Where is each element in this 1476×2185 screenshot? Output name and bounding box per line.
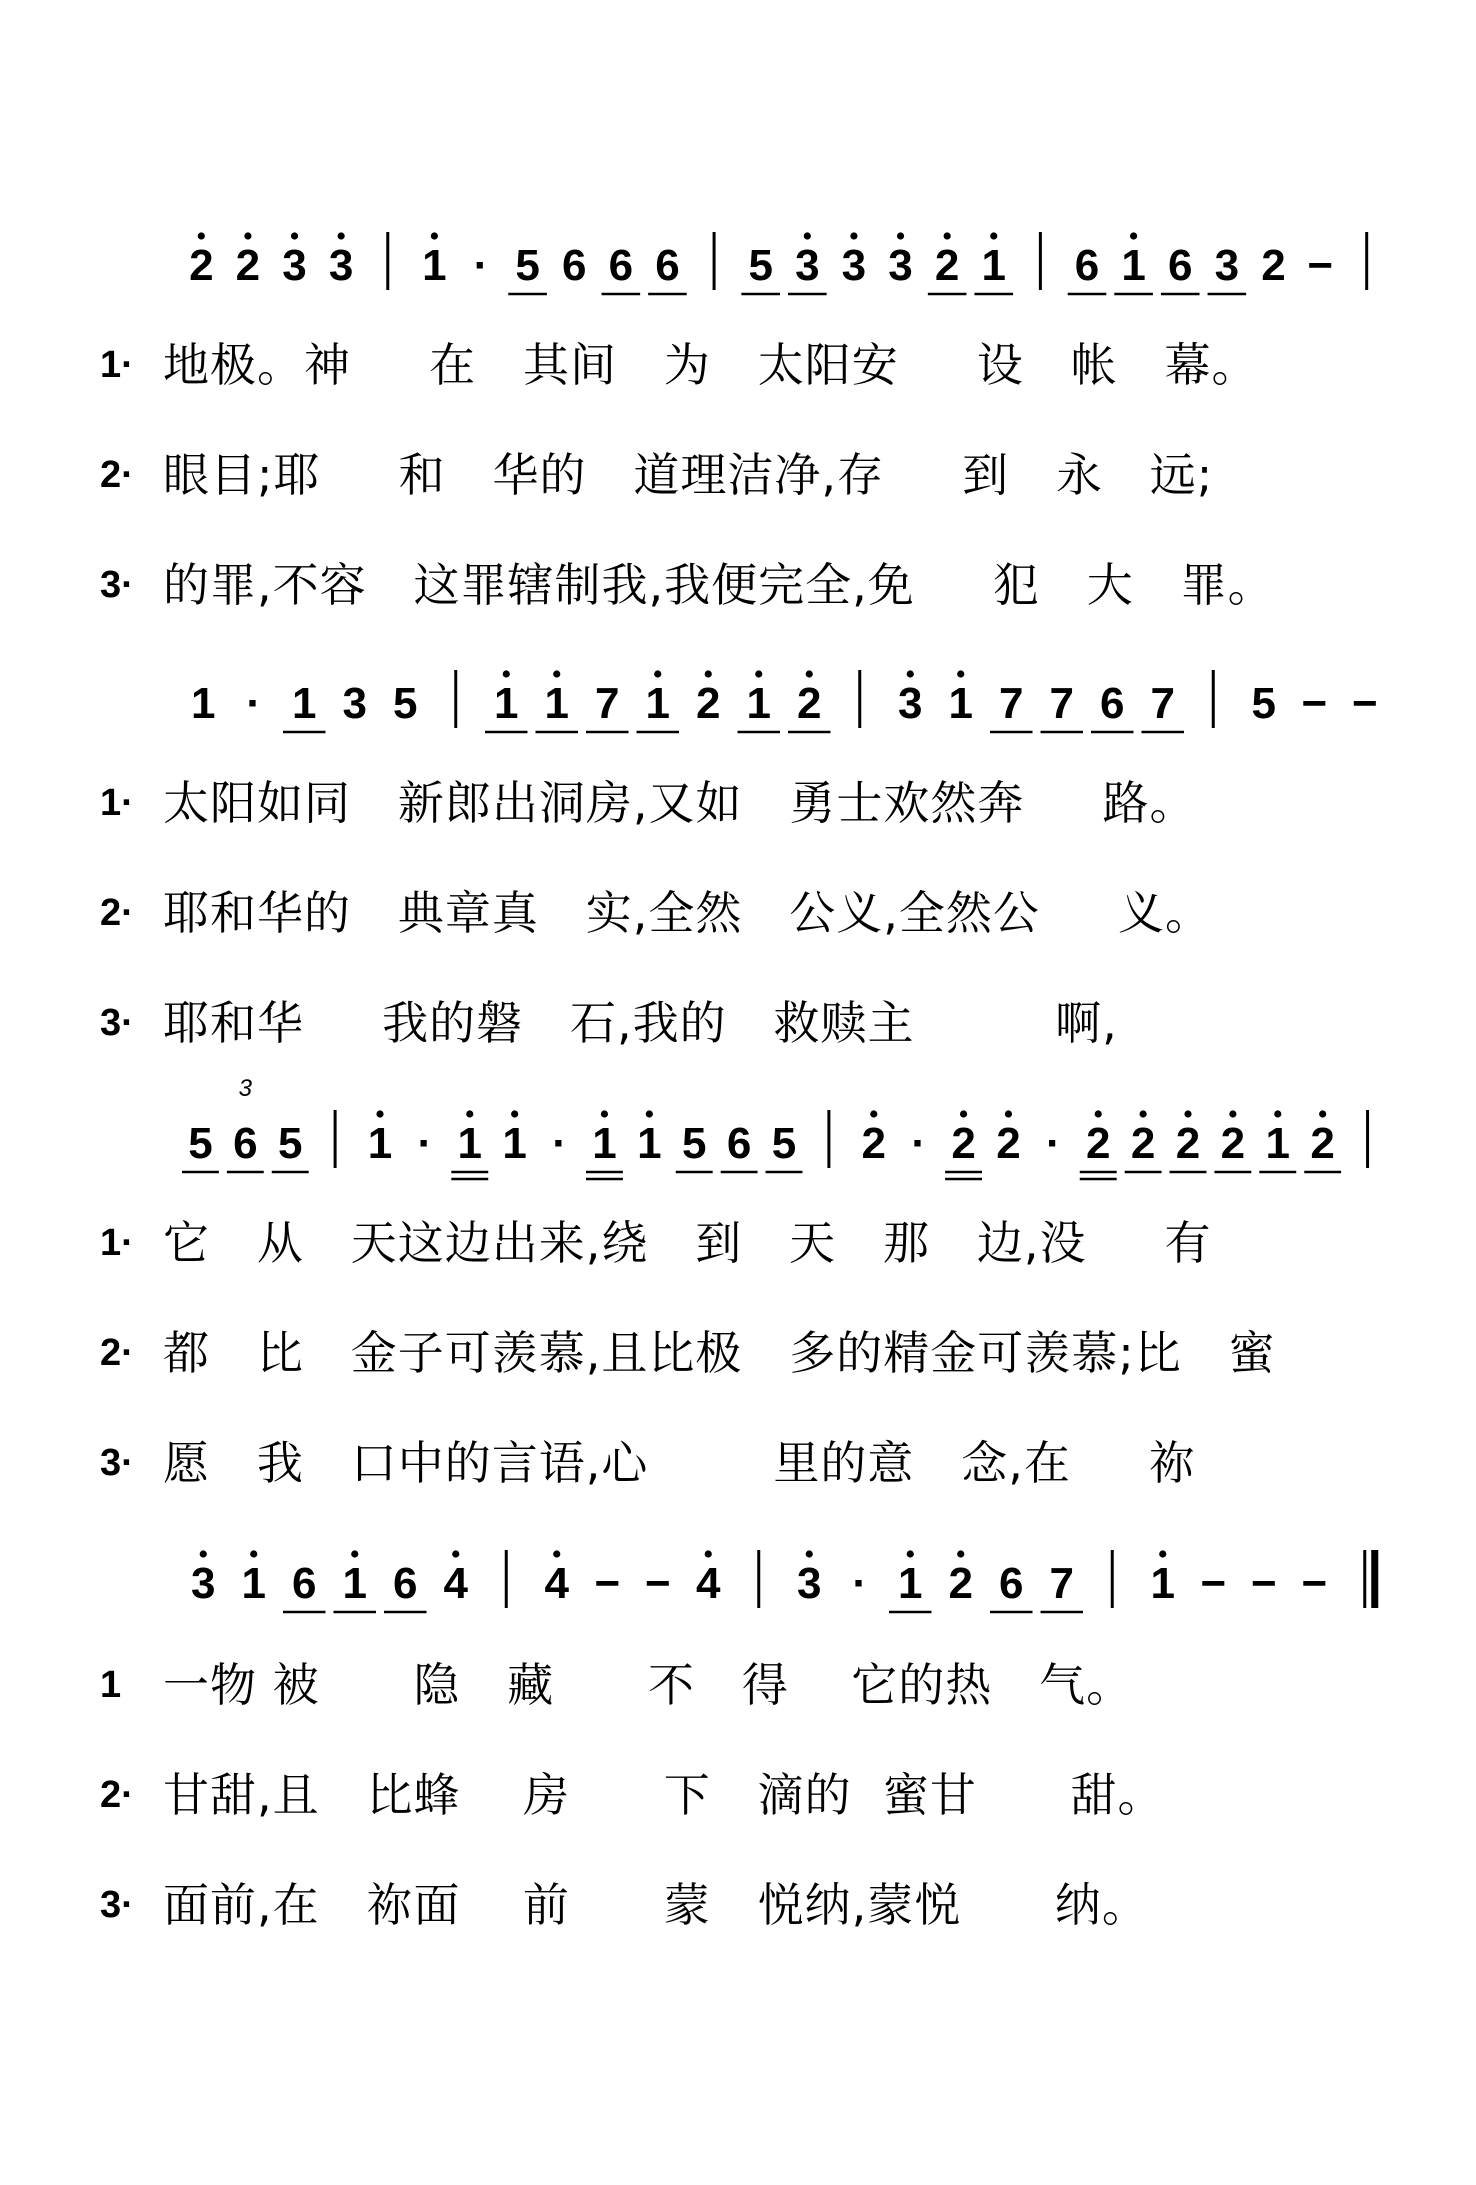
note: 6 <box>608 241 634 290</box>
note: − <box>594 1559 621 1608</box>
octave-dot <box>1229 1110 1236 1117</box>
note: 5 <box>515 241 540 290</box>
lyric-line <box>0 1650 1476 1720</box>
note: 2 <box>934 241 960 290</box>
note: 1 <box>645 679 670 728</box>
note: 7 <box>595 679 620 728</box>
octave-dot <box>907 1550 914 1557</box>
verse-number: 2· <box>100 1332 134 1374</box>
verse-number: 2· <box>100 454 134 496</box>
octave-dot <box>511 1110 518 1117</box>
note: 3 <box>342 679 367 728</box>
note: 3 <box>898 679 923 728</box>
note: 6 <box>726 1119 752 1168</box>
note: 3 <box>841 241 867 290</box>
octave-dot <box>646 1110 653 1117</box>
verse-number: 2· <box>100 892 134 934</box>
note: 5 <box>1251 679 1276 728</box>
octave-dot <box>755 670 762 677</box>
note: 3 <box>888 241 913 290</box>
note: · <box>852 1559 868 1608</box>
lyric-line <box>0 550 1476 620</box>
octave-dot <box>200 1550 207 1557</box>
note: 7 <box>999 679 1024 728</box>
note: 2 <box>1175 1119 1201 1168</box>
note: 2 <box>189 241 214 290</box>
note: · <box>911 1119 926 1168</box>
note: 5 <box>771 1119 797 1168</box>
note: 2 <box>1130 1119 1156 1168</box>
octave-dot <box>957 670 964 677</box>
octave-dot <box>1005 1110 1012 1117</box>
note: 5 <box>748 241 773 290</box>
note: 7 <box>1150 679 1175 728</box>
octave-dot <box>1274 1110 1281 1117</box>
lyric-line <box>0 440 1476 510</box>
octave-dot <box>1140 1110 1147 1117</box>
lyric-text: 都 比 金子可羡慕,且比极 多的精金可羡慕;比 蜜 <box>163 1326 1276 1380</box>
note: 1 <box>457 1119 483 1168</box>
verse-number: 3· <box>100 1442 134 1484</box>
octave-dot <box>804 232 811 239</box>
verse-number: 1· <box>100 1222 134 1264</box>
verse-number: 2· <box>100 1774 134 1816</box>
octave-dot <box>897 232 904 239</box>
lyric-line <box>0 1318 1476 1388</box>
note: · <box>417 1119 433 1168</box>
note: − <box>1351 679 1378 728</box>
lyric-text: 地极。神 在 其间 为 太阳安 设 帐 幕。 <box>163 338 1259 392</box>
note: 7 <box>1049 1559 1074 1608</box>
octave-dot <box>1184 1110 1191 1117</box>
note: − <box>1307 241 1333 290</box>
note: 1 <box>948 679 973 728</box>
note: · <box>552 1119 567 1168</box>
note: 1 <box>241 1559 266 1608</box>
note: 7 <box>1049 679 1074 728</box>
octave-dot <box>503 670 510 677</box>
note: 4 <box>544 1559 569 1608</box>
note: 1 <box>494 679 519 728</box>
note: 1 <box>342 1559 367 1608</box>
octave-dot <box>1319 1110 1326 1117</box>
octave-dot <box>431 232 438 239</box>
octave-dot <box>601 1110 608 1117</box>
note: · <box>246 679 262 728</box>
note: − <box>1250 1559 1277 1608</box>
octave-dot <box>944 232 951 239</box>
note: 1 <box>1265 1119 1291 1168</box>
octave-dot <box>806 1550 813 1557</box>
note: − <box>1301 1559 1328 1608</box>
note: 2 <box>996 1119 1021 1168</box>
octave-dot <box>553 1550 560 1557</box>
note: 3 <box>328 241 354 290</box>
note: · <box>1046 1119 1061 1168</box>
note: · <box>473 241 489 290</box>
note: 4 <box>696 1559 721 1608</box>
lyric-text: 太阳如同 新郎出洞房,又如 勇士欢然奔 路。 <box>163 776 1197 830</box>
octave-dot <box>1159 1550 1166 1557</box>
lyric-text: 面前,在 祢面 前 蒙 悦纳,蒙悦 纳。 <box>163 1878 1149 1932</box>
lyric-text: 耶和华的 典章真 实,全然 公义,全然公 义。 <box>163 886 1212 940</box>
note: 4 <box>443 1559 468 1608</box>
note: 5 <box>393 679 418 728</box>
lyric-line <box>0 1428 1476 1498</box>
note: 5 <box>188 1119 213 1168</box>
octave-dot <box>654 670 661 677</box>
note: 6 <box>1167 241 1193 290</box>
lyric-line <box>0 330 1476 400</box>
triplet-mark: 3 <box>238 1075 253 1102</box>
lyric-text: 眼目;耶 和 华的 道理洁净,存 到 永 远; <box>163 448 1214 502</box>
note: 1 <box>746 679 771 728</box>
note: 6 <box>655 241 680 290</box>
note: 2 <box>1310 1119 1335 1168</box>
note: 2 <box>1085 1119 1111 1168</box>
note: 2 <box>861 1119 887 1168</box>
octave-dot <box>1130 232 1137 239</box>
verse-number: 3· <box>100 1884 134 1926</box>
lyric-text: 一物 被 隐 藏 不 得 它的热 气。 <box>163 1658 1134 1712</box>
note: 2 <box>948 1559 973 1608</box>
octave-dot <box>452 1550 459 1557</box>
lyric-text: 愿 我 口中的言语,心 里的意 念,在 祢 <box>163 1436 1196 1490</box>
lyric-line <box>0 1760 1476 1830</box>
octave-dot <box>553 670 560 677</box>
note: 6 <box>1074 241 1100 290</box>
lyric-line <box>0 768 1476 838</box>
octave-dot <box>376 1110 383 1117</box>
verse-number: 1· <box>100 782 134 824</box>
octave-dot <box>870 1110 877 1117</box>
note: 2 <box>235 241 261 290</box>
note: 6 <box>292 1559 317 1608</box>
lyric-text: 甘甜,且 比蜂 房 下 滴的 蜜甘 甜。 <box>163 1768 1165 1822</box>
note: 1 <box>981 241 1007 290</box>
octave-dot <box>1095 1110 1102 1117</box>
note: 2 <box>696 679 721 728</box>
note: 2 <box>1261 241 1286 290</box>
octave-dot <box>990 232 997 239</box>
note: 5 <box>277 1119 303 1168</box>
note: 1 <box>637 1119 662 1168</box>
note: 1 <box>502 1119 527 1168</box>
note: 2 <box>797 679 822 728</box>
note: 1 <box>544 679 569 728</box>
octave-dot <box>806 670 813 677</box>
octave-dot <box>198 232 205 239</box>
note: 2 <box>951 1119 976 1168</box>
note: 3 <box>191 1559 216 1608</box>
octave-dot <box>957 1550 964 1557</box>
verse-number: 1 <box>100 1664 122 1706</box>
note: 6 <box>233 1119 258 1168</box>
lyric-line <box>0 878 1476 948</box>
octave-dot <box>250 1550 257 1557</box>
octave-dot <box>291 232 298 239</box>
octave-dot <box>466 1110 473 1117</box>
note: 1 <box>191 679 216 728</box>
lyric-line <box>0 1870 1476 1940</box>
verse-number: 3· <box>100 564 134 606</box>
octave-dot <box>244 232 251 239</box>
note: 6 <box>1100 679 1125 728</box>
note: 1 <box>1150 1559 1175 1608</box>
note: 3 <box>795 241 820 290</box>
note: 6 <box>393 1559 418 1608</box>
octave-dot <box>705 1550 712 1557</box>
note: 3 <box>797 1559 822 1608</box>
lyric-text: 的罪,不容 这罪辖制我,我便完全,免 犯 大 罪。 <box>163 558 1275 612</box>
note: − <box>1301 679 1328 728</box>
verse-number: 3· <box>100 1002 134 1044</box>
note: 3 <box>1214 241 1240 290</box>
octave-dot <box>850 232 857 239</box>
note: 1 <box>292 679 317 728</box>
octave-dot <box>907 670 914 677</box>
lyric-line <box>0 988 1476 1058</box>
lyric-line <box>0 1208 1476 1278</box>
note: 5 <box>681 1119 707 1168</box>
note: 6 <box>999 1559 1024 1608</box>
note: 1 <box>592 1119 617 1168</box>
octave-dot <box>960 1110 967 1117</box>
note: 2 <box>1220 1119 1246 1168</box>
note: 1 <box>898 1559 923 1608</box>
octave-dot <box>351 1550 358 1557</box>
note: 1 <box>367 1119 393 1168</box>
lyric-text: 耶和华 我的磐 石,我的 救赎主 啊, <box>163 996 1118 1050</box>
lyric-text: 它 从 天这边出来,绕 到 天 那 边,没 有 <box>163 1216 1212 1270</box>
note: 1 <box>422 241 447 290</box>
octave-dot <box>705 670 712 677</box>
verse-number: 1· <box>100 344 134 386</box>
note: 1 <box>1121 241 1146 290</box>
octave-dot <box>338 232 345 239</box>
note: − <box>1200 1559 1227 1608</box>
note: 6 <box>561 241 587 290</box>
note: 3 <box>282 241 307 290</box>
note: − <box>644 1559 671 1608</box>
